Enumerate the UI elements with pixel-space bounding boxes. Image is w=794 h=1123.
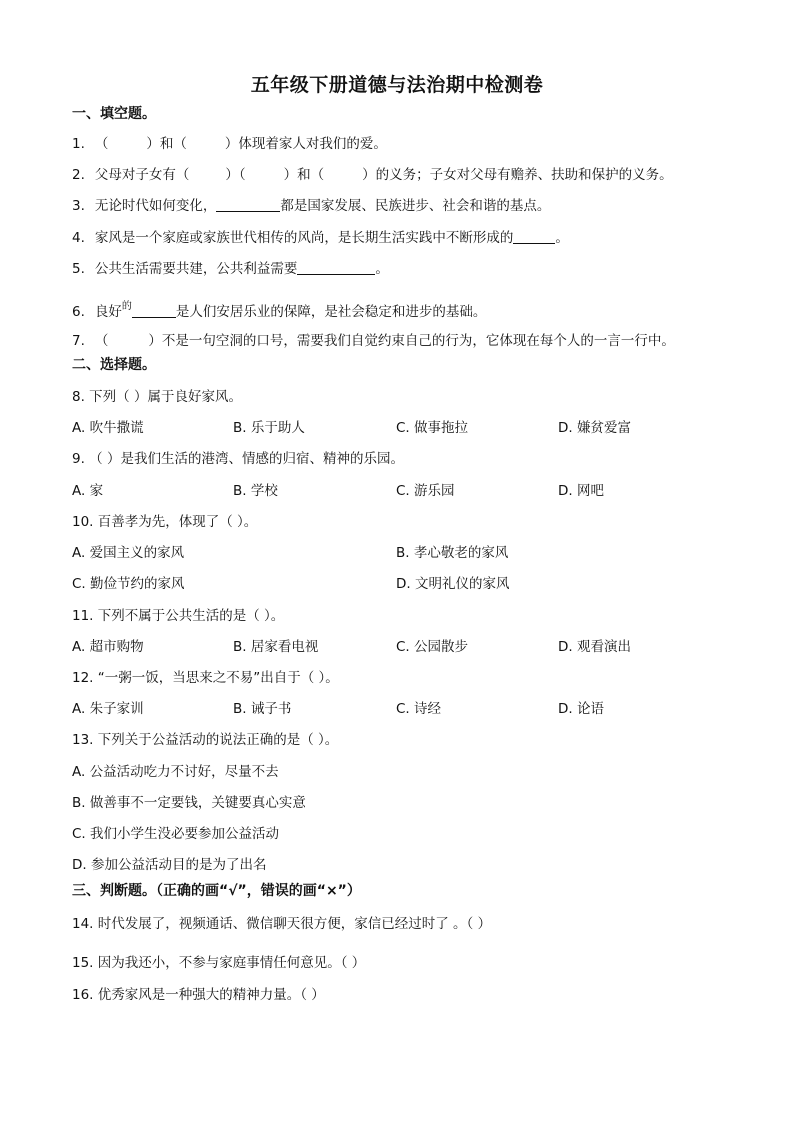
question-text: 家风是一个家庭或家族世代相传的风尚，是长期生活实践中不断形成的: [94, 230, 514, 246]
question-number: 7.: [72, 333, 85, 349]
question-text: 是人们安居乐业的保障，是社会稳定和进步的基础。: [175, 304, 487, 320]
question-text: ）和（: [146, 136, 187, 152]
option-b[interactable]: B. 诫子书: [233, 701, 292, 717]
option-a[interactable]: A. 朱子家训: [72, 701, 144, 717]
question-5: [72, 259, 389, 279]
question-text: （: [94, 136, 109, 152]
option-d[interactable]: D. 网吧: [558, 483, 604, 499]
question-12: 12. “一粥一饭，当思来之不易”出自于（ ）。: [72, 670, 339, 686]
option-a[interactable]: A. 家: [72, 483, 104, 499]
question-text: （: [94, 333, 109, 349]
question-6: [72, 297, 486, 322]
question-text: 父母对子女有（: [94, 167, 190, 183]
question-3: [72, 196, 550, 216]
option-c[interactable]: C. 游乐园: [396, 483, 455, 499]
question-14: 14. 时代发展了，视频通话、微信聊天很方便，家信已经过时了 。（ ）: [72, 916, 492, 932]
option-a[interactable]: A. 吹牛撒谎: [72, 420, 144, 436]
question-text: 公共生活需要共建，公共利益需要: [94, 261, 298, 277]
answer-blank: [297, 260, 375, 275]
question-16: 16. 优秀家风是一种强大的精神力量。（ ）: [72, 987, 325, 1003]
option-b[interactable]: B. 学校: [233, 483, 278, 499]
option-d[interactable]: D. 参加公益活动目的是为了出名: [72, 857, 267, 873]
option-a[interactable]: A. 超市购物: [72, 639, 144, 655]
answer-blank: [132, 303, 176, 318]
section-heading-judge: 三、判断题。（正确的画“√”，错误的画“×”）: [72, 883, 361, 899]
question-text: 都是国家发展、民族进步、社会和谐的基点。: [280, 198, 551, 214]
question-number: 3.: [72, 198, 85, 214]
question-7: [72, 331, 675, 351]
option-b[interactable]: B. 做善事不一定要钱，关键要真心实意: [72, 795, 306, 811]
option-c[interactable]: C. 公园散步: [396, 639, 469, 655]
option-a[interactable]: A. 公益活动吃力不讨好，尽量不去: [72, 764, 279, 780]
option-c[interactable]: C. 诗经: [396, 701, 442, 717]
option-c[interactable]: C. 勤俭节约的家风: [72, 576, 185, 592]
question-text: 。: [555, 230, 569, 246]
question-text: ）体现着家人对我们的爱。: [224, 136, 387, 152]
option-d[interactable]: D. 观看演出: [558, 639, 631, 655]
question-11: 11. 下列不属于公共生活的是（ ）。: [72, 608, 285, 624]
option-a[interactable]: A. 爱国主义的家风: [72, 545, 185, 561]
section-heading-fill: 一、填空题。: [72, 106, 156, 122]
option-b[interactable]: B. 居家看电视: [233, 639, 319, 655]
option-d[interactable]: D. 文明礼仪的家风: [396, 576, 510, 592]
question-8: 8. 下列（ ）属于良好家风。: [72, 389, 242, 405]
question-text: ）（: [225, 167, 246, 183]
question-9: 9. （ ）是我们生活的港湾、情感的归宿、精神的乐园。: [72, 451, 404, 467]
question-15: 15. 因为我还小，不参与家庭事情任何意见。（ ）: [72, 955, 366, 971]
question-13: 13. 下列关于公益活动的说法正确的是（ ）。: [72, 732, 339, 748]
question-number: 5.: [72, 261, 85, 277]
option-d[interactable]: D. 嫌贫爱富: [558, 420, 631, 436]
question-text: ）不是一句空洞的口号，需要我们自觉约束自己的行为，它体现在每个人的一言一行中。: [148, 333, 675, 349]
page-title: 五年级下册道德与法治期中检测卷: [250, 74, 544, 96]
question-text: 无论时代如何变化，: [94, 198, 217, 214]
question-text: 良好: [94, 304, 122, 320]
question-number: 4.: [72, 230, 85, 246]
question-number: 6.: [72, 304, 85, 320]
question-number: 2.: [72, 167, 85, 183]
answer-blank: [216, 197, 280, 212]
question-1: [72, 134, 387, 154]
option-c[interactable]: C. 做事拖拉: [396, 420, 469, 436]
answer-blank: [513, 229, 555, 244]
question-10: 10. 百善孝为先，体现了（ ）。: [72, 514, 258, 530]
option-b[interactable]: B. 乐于助人: [233, 420, 305, 436]
superscript-char: 的: [121, 301, 132, 312]
section-heading-choice: 二、选择题。: [72, 357, 156, 373]
question-number: 1.: [72, 136, 85, 152]
option-c[interactable]: C. 我们小学生没必要参加公益活动: [72, 826, 280, 842]
question-text: 。: [375, 261, 389, 277]
question-text: ）的义务；子女对父母有赡养、扶助和保护的义务。: [362, 167, 673, 183]
question-2: [72, 165, 673, 185]
question-4: [72, 228, 569, 248]
option-b[interactable]: B. 孝心敬老的家风: [396, 545, 509, 561]
question-text: ）和（: [283, 167, 325, 183]
option-d[interactable]: D. 论语: [558, 701, 604, 717]
